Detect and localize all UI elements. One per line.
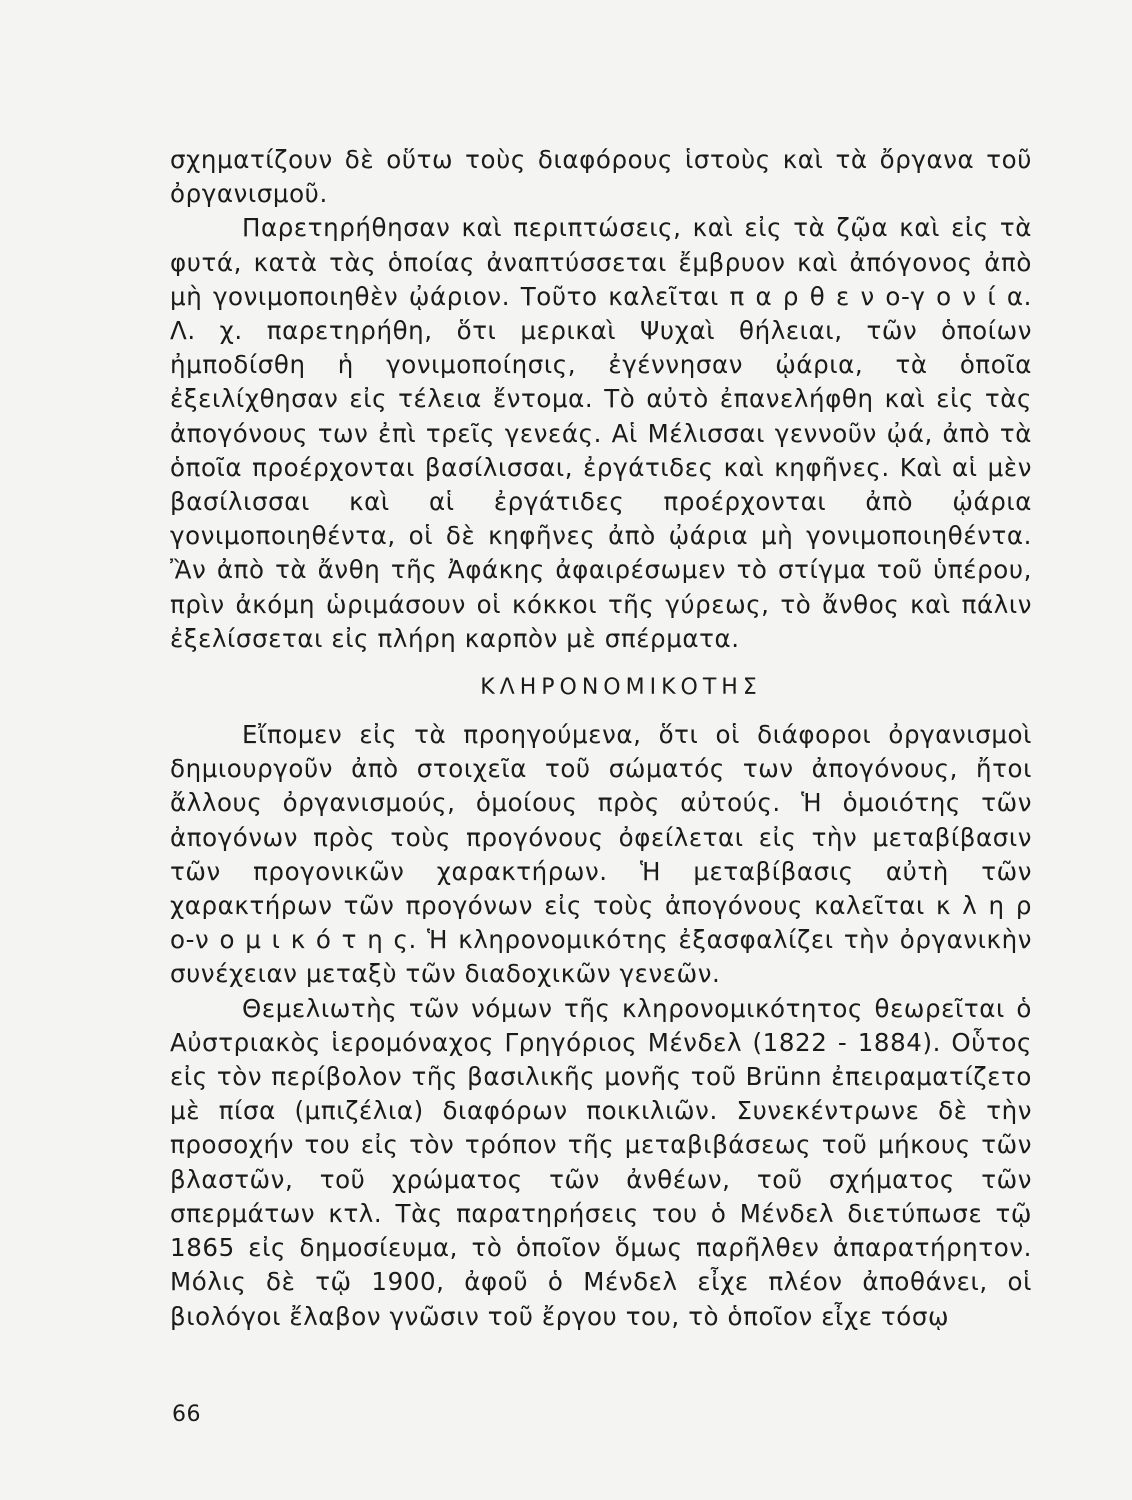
- section-heading: ΚΛΗΡΟΝΟΜΙΚΟΤΗΣ: [480, 675, 762, 701]
- text-column: [170, 143, 1032, 1334]
- paragraph-continuation: σχηματίζουν δὲ οὕτω τοὺς διαφόρους ἱστοὺς καὶ τὰ ὄργανα τοῦ ὀργανισμοῦ.: [170, 145, 1032, 209]
- paragraph-parthenogenesis: Παρετηρήθησαν καὶ περιπτώσεις, καὶ εἰς τὰ ζῷα καὶ εἰς τὰ φυτά, κατὰ τὰς ὁποίας ἀναπτύσσεται ἔμβρυον καὶ ἀπόγονος ἀπὸ μὴ γονιμοποιηθὲν ᾠάριον. Τοῦτο καλεῖται π α ρ θ ε ν ο-γ ο ν ί α. Λ. χ. παρετηρήθη, ὅτι μερικαὶ Ψυχαὶ θήλειαι, τῶν ὁποίων ἠμποδίσθη ἡ γονιμοποίησις, ἐγέννησαν ᾠάρια, τὰ ὁποῖα ἐξειλίχθησαν εἰς τέλεια ἔντομα. Τὸ αὐτὸ ἐπανελήφθη καὶ εἰς τὰς ἀπογόνους των ἐπὶ τρεῖς γενεάς. Αἱ Μέλισσαι γεννοῦν ᾠά, ἀπὸ τὰ ὁποῖα προέρχονται βασίλισσαι, ἐργάτιδες καὶ κηφῆνες. Καὶ αἱ μὲν βασίλισσαι καὶ αἱ ἐργάτιδες προέρχονται ἀπὸ ᾠάρια γονιμοποιηθέντα, οἱ δὲ κηφῆνες ἀπὸ ᾠάρια μὴ γονιμοποιηθέντα. Ἂν ἀπὸ τὰ ἄνθη τῆς Ἀφάκης ἀφαιρέσωμεν τὸ στίγμα τοῦ ὑπέρου, πρὶν ἀκόμη ὡριμάσουν οἱ κόκκοι τῆς γύρεως, τὸ ἄνθος καὶ πάλιν ἐξελίσσεται εἰς πλήρη καρπὸν μὲ σπέρματα.: [170, 213, 1032, 653]
- paragraph-heredity: Εἴπομεν εἰς τὰ προηγούμενα, ὅτι οἱ διάφοροι ὀργανισμοὶ δημιουργοῦν ἀπὸ στοιχεῖα τοῦ σώματός των ἀπογόνους, ἤτοι ἄλλους ὀργανισμούς, ὁμοίους πρὸς αὐτούς. Ἡ ὁμοιότης τῶν ἀπογόνων πρὸς τοὺς προγόνους ὀφείλεται εἰς τὴν μεταβίβασιν τῶν προγονικῶν χαρακτήρων. Ἡ μεταβίβασις αὐτὴ τῶν χαρακτήρων τῶν προγόνων εἰς τοὺς ἀπογόνους καλεῖται κ λ η ρ ο-ν ο μ ι κ ό τ η ς. Ἡ κληρονομικότης ἐξασφαλίζει τὴν ὀργανικὴν συνέχειαν μεταξὺ τῶν διαδοχικῶν γενεῶν.: [170, 720, 1032, 989]
- paragraph-mendel: Θεμελιωτὴς τῶν νόμων τῆς κληρονομικότητος θεωρεῖται ὁ Αὐστριακὸς ἱερομόναχος Γρηγόριος Μένδελ (1822 - 1884). Οὗτος εἰς τὸν περίβολον τῆς βασιλικῆς μονῆς τοῦ Brünn ἐπειραματίζετο μὲ πίσα (μπιζέλια) διαφόρων ποικιλιῶν. Συνεκέντρωνε δὲ τὴν προσοχήν του εἰς τὸν τρόπον τῆς μεταβιβάσεως τοῦ μήκους τῶν βλαστῶν, τοῦ χρώματος τῶν ἀνθέων, τοῦ σχήματος τῶν σπερμάτων κτλ. Τὰς παρατηρήσεις του ὁ Μένδελ διετύπωσε τῷ 1865 εἰς δημοσίευμα, τὸ ὁποῖον ὅμως παρῆλθεν ἀπαρατήρητον. Μόλις δὲ τῷ 1900, ἀφοῦ ὁ Μένδελ εἶχε πλέον ἀποθάνει, οἱ βιολόγοι ἔλαβον γνῶσιν τοῦ ἔργου του, τὸ ὁποῖον εἶχε τόσῳ: [170, 993, 1032, 1331]
- page-number: 66: [172, 1402, 201, 1427]
